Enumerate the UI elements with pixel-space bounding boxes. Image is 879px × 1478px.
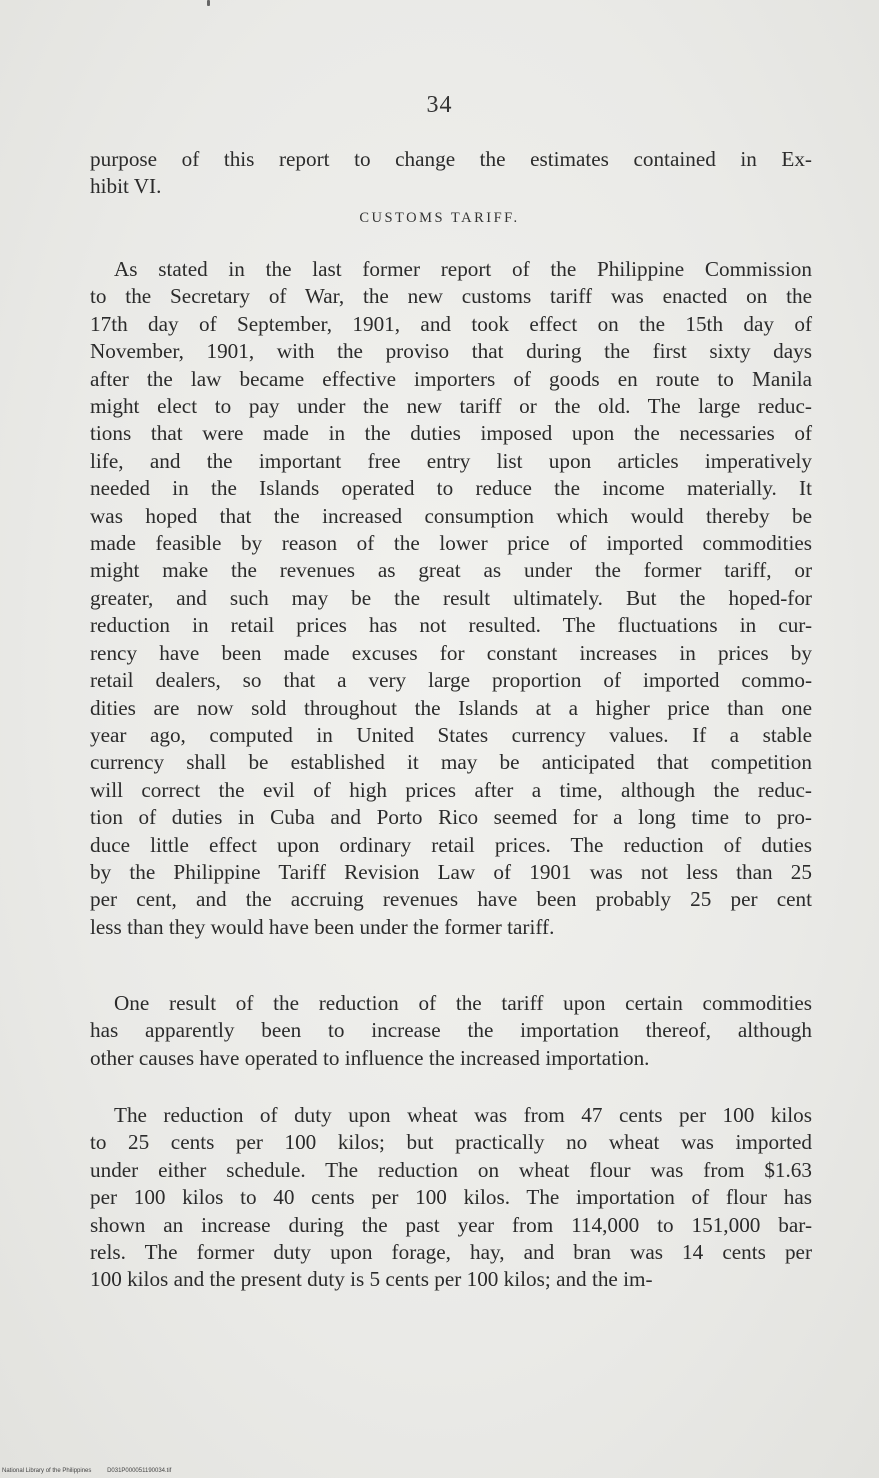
paragraph-line: November, 1901, with the proviso that during the first sixty days [90,339,812,364]
paragraph-wheat-duty [90,1102,812,1294]
paragraph-line: currency shall be established it may be anticipated that competition [90,750,812,775]
paragraph-line: other causes have operated to influence the increased importation. [90,1045,650,1070]
page-number: 34 [426,92,453,118]
paragraph-line: duce little effect upon ordinary retail prices. The reduction of duties [90,832,812,857]
paragraph-line: retail dealers, so that a very large proportion of imported commo- [90,668,812,693]
paragraph-line: year ago, computed in United States currency values. If a stable [90,722,812,747]
paragraph-line: was hoped that the increased consumption which would thereby be [90,503,812,528]
paragraph-line: The reduction of duty upon wheat was from 47 cents per 100 kilos [114,1103,812,1127]
paragraph-line: will correct the evil of high prices after a time, although the reduc- [90,777,812,802]
paragraph-line: tions that were made in the duties imposed upon the necessaries of [90,421,812,446]
paragraph-line: less than they would have been under the former tariff. [90,914,555,939]
paragraph-line: made feasible by reason of the lower price of imported commodities [90,531,812,556]
paragraph-line: As stated in the last former report of the Philippine Commission [114,257,812,281]
paragraph-line: rels. The former duty upon forage, hay, and bran was 14 cents per [90,1240,812,1265]
opening-line: purpose of this report to change the estimates contained in Ex- [90,147,812,171]
opening-text [90,146,812,201]
paragraph-line: tion of duties in Cuba and Porto Rico seemed for a long time to pro- [90,805,812,830]
paragraph-line: needed in the Islands operated to reduce the income materially. It [90,476,812,501]
paragraph-line: greater, and such may be the result ultimately. But the hoped-for [90,585,812,610]
paragraph-line: to 25 cents per 100 kilos; but practically no wheat was imported [90,1130,812,1155]
paragraph-importation [90,990,812,1072]
paragraph-line: might elect to pay under the new tariff or the old. The large reduc- [90,394,812,419]
paragraph-line: per 100 kilos to 40 cents per 100 kilos. The importation of flour has [90,1185,812,1210]
footer-code: D031P000051190034.tif [107,1468,172,1474]
paragraph-line: 17th day of September, 1901, and took effect on the 15th day of [90,311,812,336]
opening-line: hibit VI. [90,174,162,199]
paragraph-line: after the law became effective importers of goods en route to Manila [90,366,812,391]
paragraph-line: 100 kilos and the present duty is 5 cents per 100 kilos; and the im- [90,1267,653,1292]
paragraph-line: rency have been made excuses for constant increases in prices by [90,640,812,665]
paragraph-line: under either schedule. The reduction on wheat flour was from $1.63 [90,1157,812,1182]
section-heading: CUSTOMS TARIFF. [359,210,520,226]
paragraph-line: per cent, and the accruing revenues have been probably 25 per cent [90,887,812,912]
footer-library: National Library of the Philippines [2,1468,92,1474]
scan-speck [207,0,210,6]
paragraph-line: life, and the important free entry list upon articles imperatively [90,448,812,473]
paragraph-line: shown an increase during the past year from 114,000 to 151,000 bar- [90,1212,812,1237]
paragraph-customs-tariff [90,256,812,941]
paragraph-line: has apparently been to increase the importation thereof, although [90,1018,812,1043]
paragraph-line: dities are now sold throughout the Islands at a higher price than one [90,695,812,720]
paragraph-line: to the Secretary of War, the new customs tariff was enacted on the [90,284,812,309]
paragraph-line: might make the revenues as great as under the former tariff, or [90,558,812,583]
paragraph-line: One result of the reduction of the tariff upon certain commodities [114,991,812,1015]
paragraph-line: reduction in retail prices has not resulted. The fluctuations in cur- [90,613,812,638]
archive-footer [2,1468,185,1474]
paragraph-line: by the Philippine Tariff Revision Law of 1901 was not less than 25 [90,859,812,884]
